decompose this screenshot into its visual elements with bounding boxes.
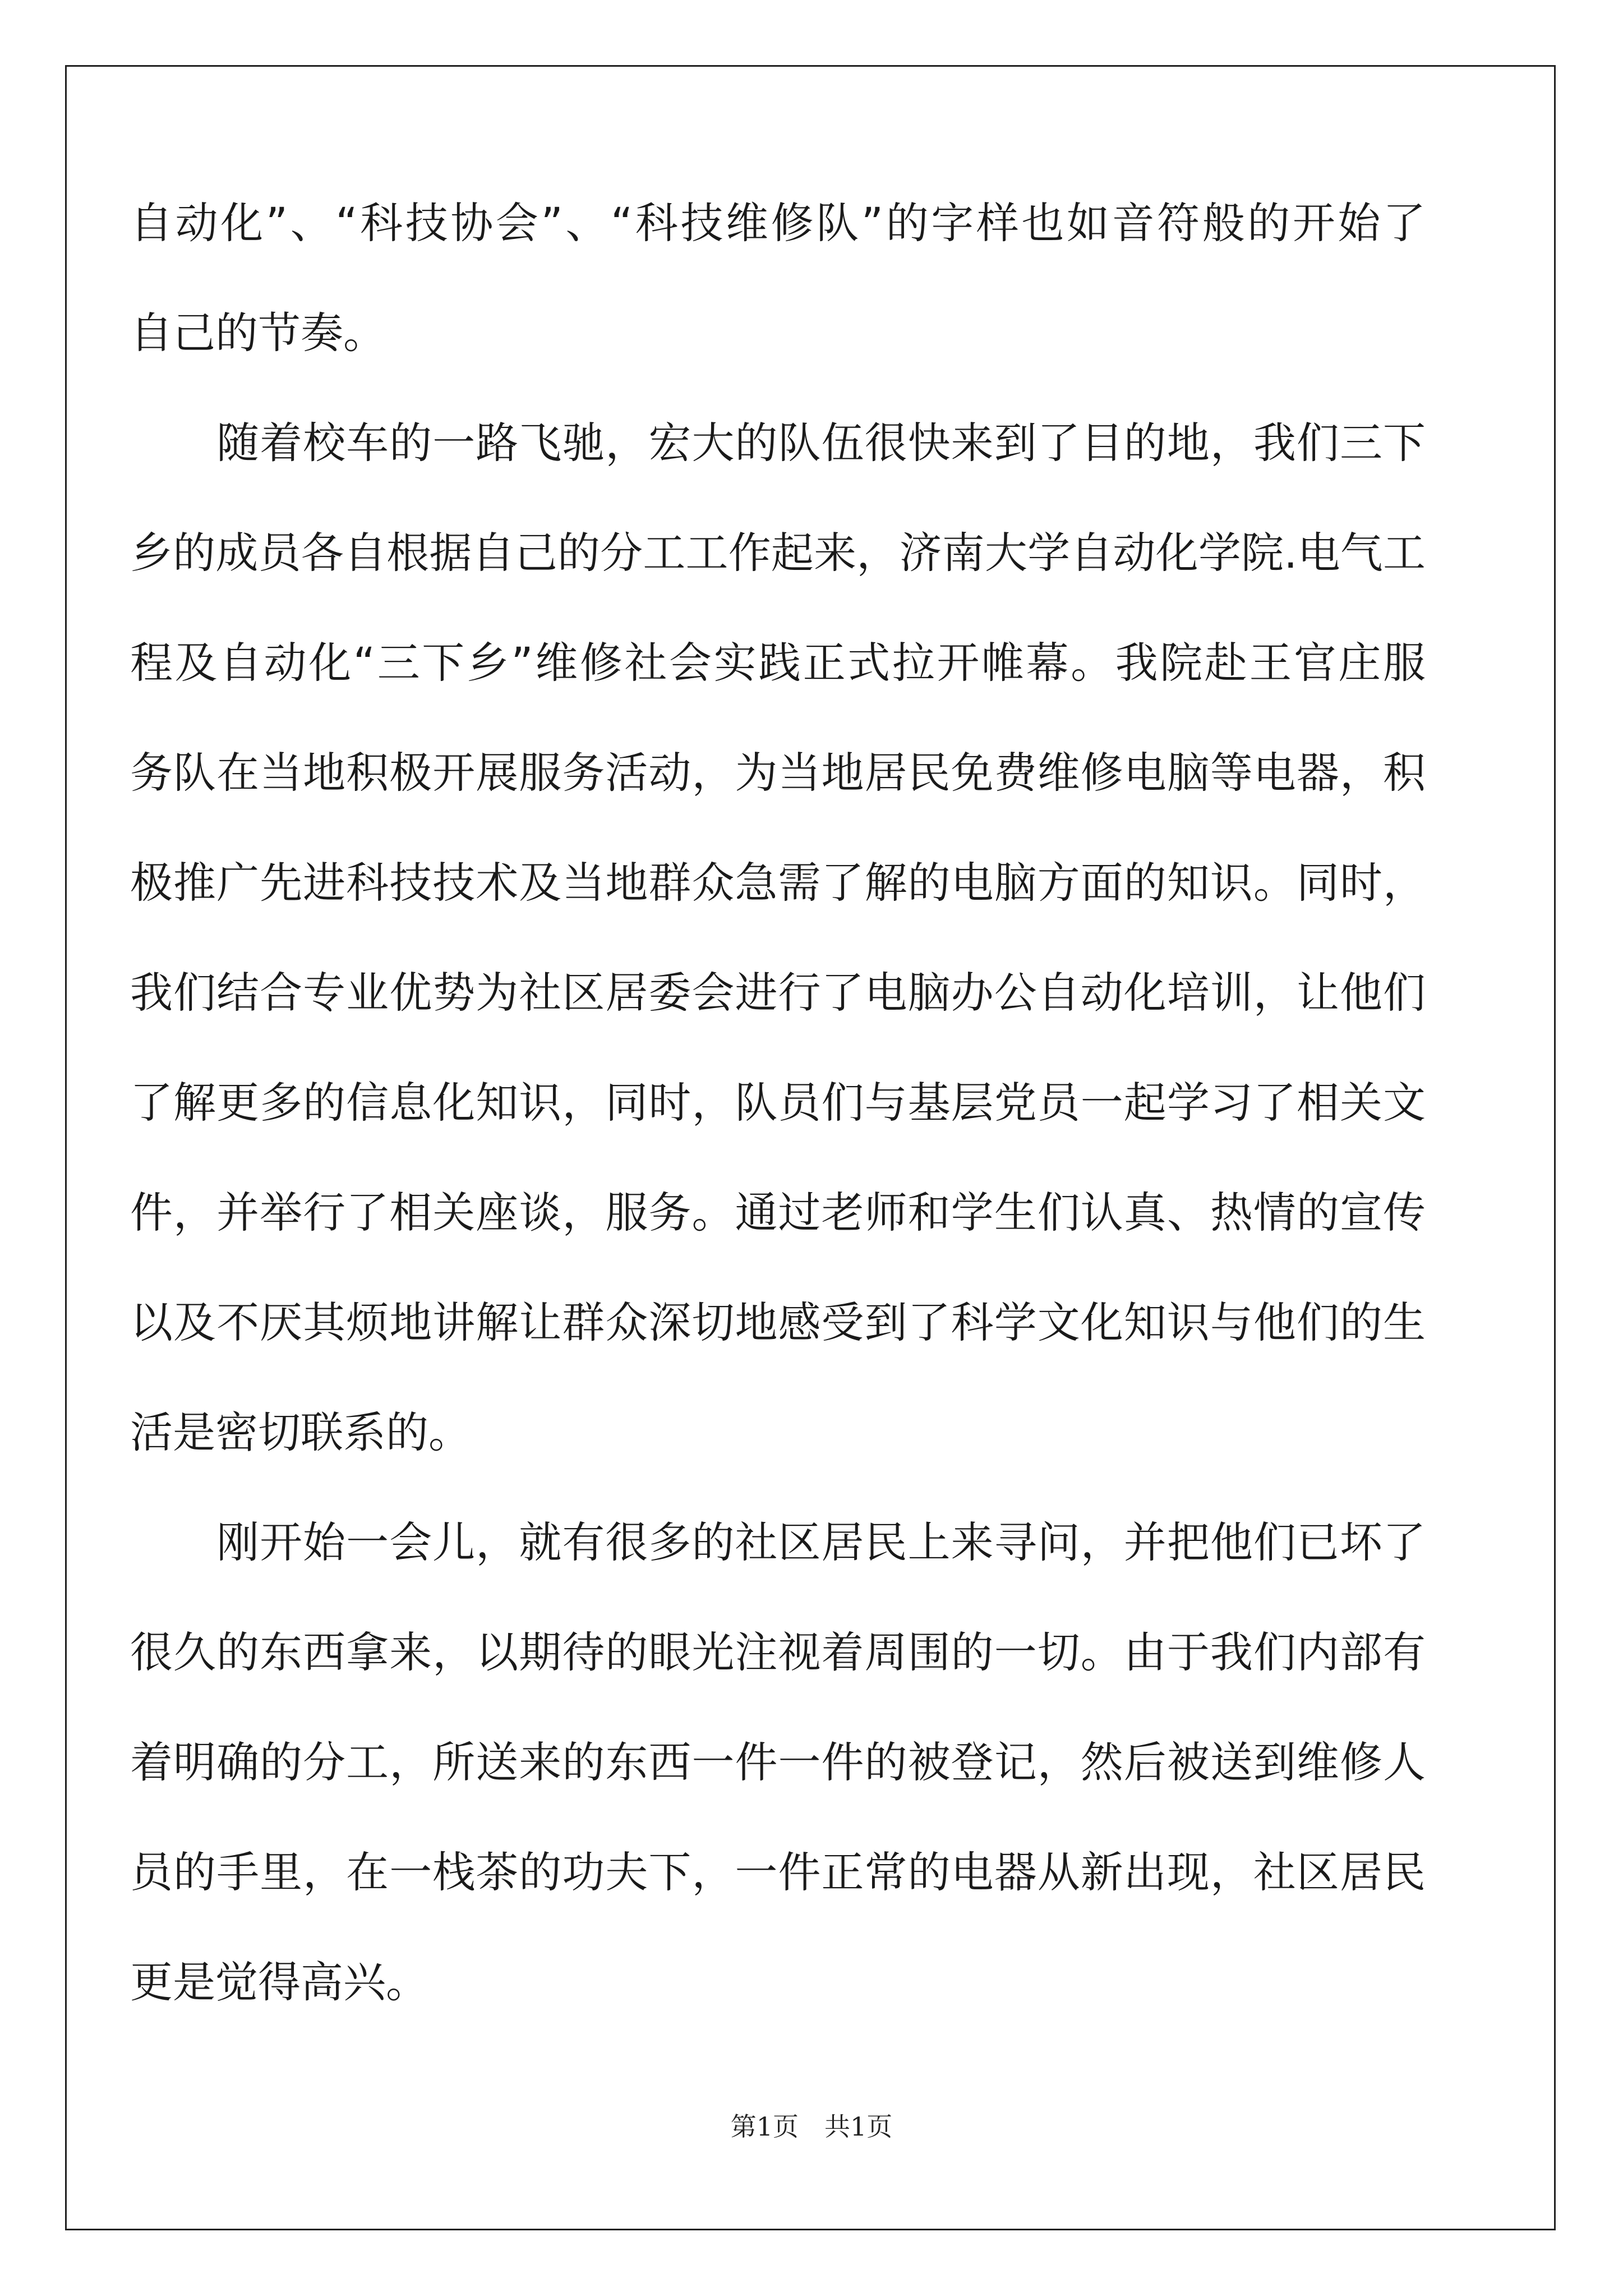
text-line: 件，并举行了相关座谈，服务。通过老师和学生们认真、热情的宣传 bbox=[130, 1188, 1426, 1237]
text-line: 我们结合专业优势为社区居委会进行了电脑办公自动化培训，让他们 bbox=[130, 968, 1426, 1018]
text-line: 很久的东西拿来，以期待的眼光注视着周围的一切。由于我们内部有 bbox=[130, 1627, 1426, 1677]
text-line: 着明确的分工，所送来的东西一件一件的被登记，然后被送到维修人 bbox=[130, 1737, 1426, 1787]
paragraph-start-line: 刚开始一会儿，就有很多的社区居民上来寻问，并把他们已坏了 bbox=[130, 1517, 1426, 1567]
paragraph-start-line: 随着校车的一路飞驰，宏大的队伍很快来到了目的地，我们三下 bbox=[130, 418, 1426, 468]
text-line: 乡的成员各自根据自己的分工工作起来，济南大学自动化学院.电气工 bbox=[130, 528, 1426, 578]
text-line: 以及不厌其烦地讲解让群众深切地感受到了科学文化知识与他们的生 bbox=[130, 1297, 1426, 1347]
document-body bbox=[130, 168, 1426, 2037]
page-number-footer: 第1页 共1页 bbox=[730, 2111, 893, 2142]
text-line: 员的手里，在一栈茶的功夫下，一件正常的电器从新出现，社区居民 bbox=[130, 1847, 1426, 1897]
text-line: 程及自动化“三下乡”维修社会实践正式拉开帷幕。我院赴王官庄服 bbox=[130, 638, 1426, 688]
text-line: 极推广先进科技技术及当地群众急需了解的电脑方面的知识。同时， bbox=[130, 858, 1426, 908]
text-line: 了解更多的信息化知识，同时，队员们与基层党员一起学习了相关文 bbox=[130, 1078, 1426, 1128]
text-line: 务队在当地积极开展服务活动，为当地居民免费维修电脑等电器，积 bbox=[130, 748, 1426, 798]
text-line: 更是觉得高兴。 bbox=[130, 1957, 428, 2007]
text-line: 自己的节奏。 bbox=[130, 308, 386, 358]
text-line: 自动化”、“科技协会”、“科技维修队”的字样也如音符般的开始了 bbox=[130, 198, 1426, 248]
text-line: 活是密切联系的。 bbox=[130, 1407, 471, 1457]
